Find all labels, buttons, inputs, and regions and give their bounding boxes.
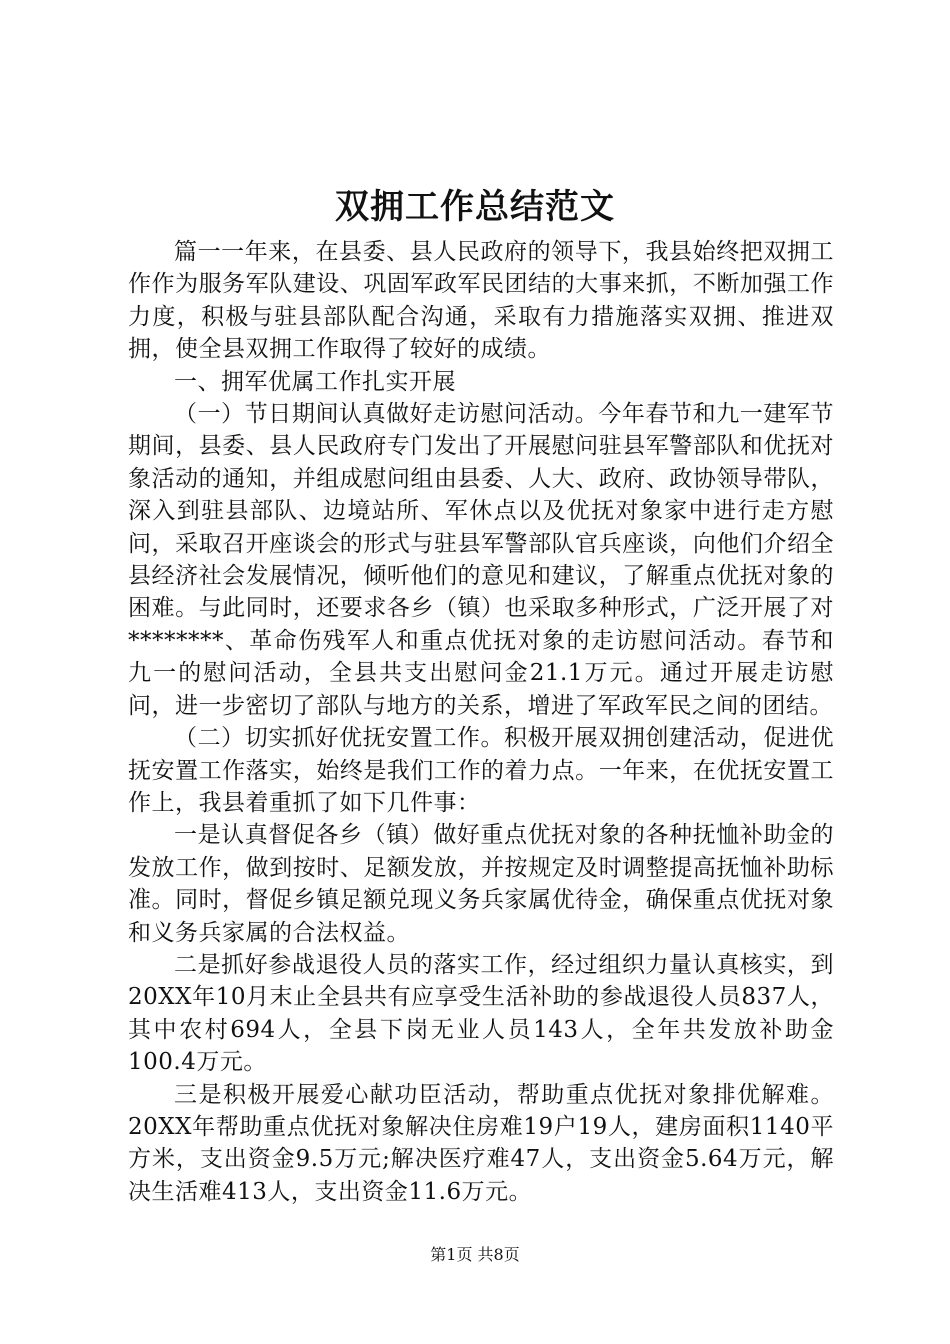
paragraph-placement: （二）切实抓好优抚安置工作。积极开展双拥创建活动，促进优抚安置工作落实，始终是我们工作的着力点。一年来，在优抚安置工作上，我县着重抓了如下几件事： [128,725,834,816]
paragraph-item-3: 三是积极开展爱心献功臣活动，帮助重点优抚对象排优解难。20XX年帮助重点优抚对象解决住房难19户19人，建房面积1140平方米，支出资金9.5万元;解决医疗难47人，支出资金5.64万元，解决生活难413人，支出资金11.6万元。 [128,1081,834,1205]
document-body [128,236,834,1208]
paragraph-item-1: 一是认真督促各乡（镇）做好重点优抚对象的各种抚恤补助金的发放工作，做到按时、足额发放，并按规定及时调整提高抚恤补助标准。同时，督促乡镇足额兑现义务兵家属优待金，确保重点优抚对象和义务兵家属的合法权益。 [128,822,834,946]
section-heading-1: 一、拥军优属工作扎实开展 [174,368,456,395]
page-footer: 第1页 共8页 [430,1245,520,1264]
paragraph-item-2: 二是抓好参战退役人员的落实工作，经过组织力量认真核实，到20XX年10月末止全县共有应享受生活补助的参战退役人员837人，其中农村694人，全县下岗无业人员143人，全年共发放补助金100.4万元。 [128,951,834,1076]
document-title: 双拥工作总结范文 [335,187,615,227]
paragraph-visits: （一）节日期间认真做好走访慰问活动。今年春节和九一建军节期间，县委、县人民政府专门发出了开展慰问驻县军警部队和优抚对象活动的通知，并组成慰问组由县委、人大、政府、政协领导带队，深入到驻县部队、边境站所、军休点以及优抚对象家中进行走方慰问，采取召开座谈会的形式与驻县军警部队官兵座谈，向他们介绍全县经济社会发展情况，倾听他们的意见和建议，了解重点优抚对象的困难。与此同时，还要求各乡（镇）也采取多种形式，广泛开展了对********、革命伤残军人和重点优抚对象的走访慰问活动。春节和九一的慰问活动，全县共支出慰问金21.1万元。通过开展走访慰问，进一步密切了部队与地方的关系，增进了军政军民之间的团结。 [128,401,834,719]
paragraph-intro: 篇一一年来，在县委、县人民政府的领导下，我县始终把双拥工作作为服务军队建设、巩固军政军民团结的大事来抓，不断加强工作力度，积极与驻县部队配合沟通，采取有力措施落实双拥、推进双拥，使全县双拥工作取得了较好的成绩。 [128,239,834,363]
